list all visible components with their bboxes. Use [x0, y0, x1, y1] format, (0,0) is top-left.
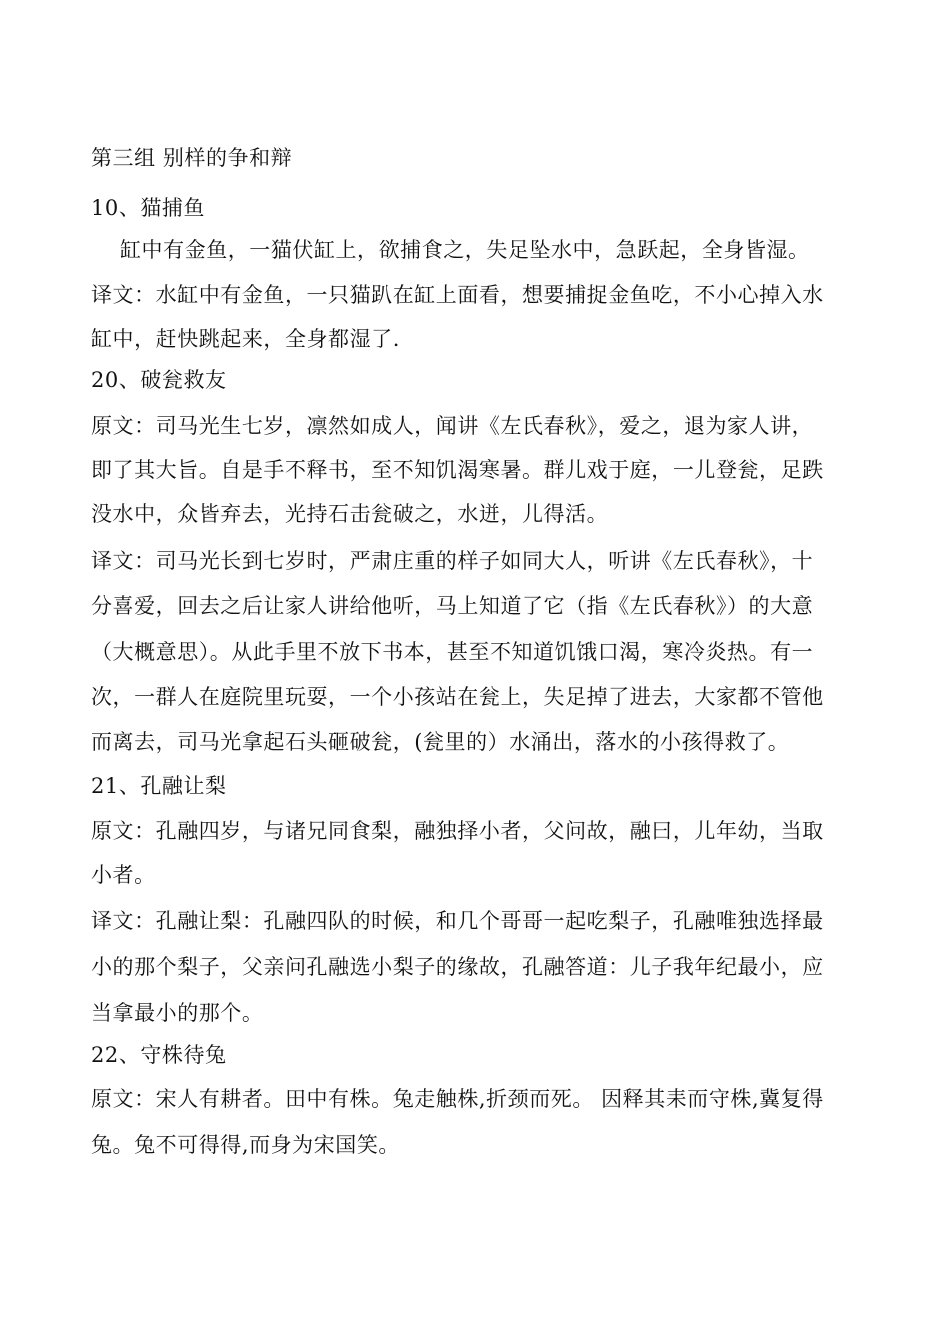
story-heading-rabbit: 22、守株待兔 — [91, 1043, 227, 1067]
original-text-line: 原文：孔融四岁，与诸兄同食梨，融独择小者，父问故，融曰，儿年幼，当取 — [91, 819, 824, 843]
story-heading-cat: 10、猫捕鱼 — [91, 196, 206, 220]
translation-text-line: 而离去，司马光拿起石头砸破瓮，(瓮里的）水涌出，落水的小孩得救了。 — [91, 730, 790, 754]
translation-text-line: 分喜爱，回去之后让家人讲给他听，马上知道了它（指《左氏春秋》）的大意 — [91, 594, 814, 618]
original-text-line: 原文：宋人有耕者。田中有株。兔走触株,折颈而死。 因释其耒而守株,冀复得 — [91, 1087, 824, 1111]
translation-text-line: 译文：司马光长到七岁时，严肃庄重的样子如同大人，听讲《左氏春秋》，十 — [91, 549, 814, 573]
translation-text-line: 缸中，赶快跳起来，全身都湿了. — [91, 327, 400, 351]
original-text-line: 原文：司马光生七岁，凛然如成人，闻讲《左氏春秋》，爱之，退为家人讲， — [91, 414, 814, 438]
original-text-line: 即了其大旨。自是手不释书，至不知饥渴寒暑。群儿戏于庭，一儿登瓮，足跌 — [91, 458, 824, 482]
translation-text-line: （大概意思）。从此手里不放下书本，甚至不知道饥饿口渴，寒冷炎热。有一 — [91, 640, 814, 664]
translation-text-line: 当拿最小的那个。 — [91, 1001, 264, 1025]
story-heading-pear: 21、孔融让梨 — [91, 774, 227, 798]
section-title: 第三组 别样的争和辩 — [91, 146, 293, 170]
story-heading-urn: 20、破瓮救友 — [91, 368, 227, 392]
translation-text-line: 小的那个梨子，父亲问孔融选小梨子的缘故，孔融答道：儿子我年纪最小，应 — [91, 955, 824, 979]
translation-text-line: 译文：水缸中有金鱼，一只猫趴在缸上面看，想要捕捉金鱼吃，不小心掉入水 — [91, 283, 824, 307]
translation-text-line: 次，一群人在庭院里玩耍，一个小孩站在瓮上，失足掉了进去，大家都不管他 — [91, 685, 824, 709]
original-text-line: 没水中，众皆弃去，光持石击瓮破之，水迸，儿得活。 — [91, 502, 609, 526]
original-text-line: 缸中有金鱼，一猫伏缸上，欲捕食之，失足坠水中，急跃起，全身皆湿。 — [120, 238, 810, 262]
original-text-line: 兔。兔不可得得,而身为宋国笑。 — [91, 1133, 400, 1157]
original-text-line: 小者。 — [91, 863, 156, 887]
translation-text-line: 译文：孔融让梨：孔融四队的时候，和几个哥哥一起吃梨子，孔融唯独选择最 — [91, 909, 824, 933]
